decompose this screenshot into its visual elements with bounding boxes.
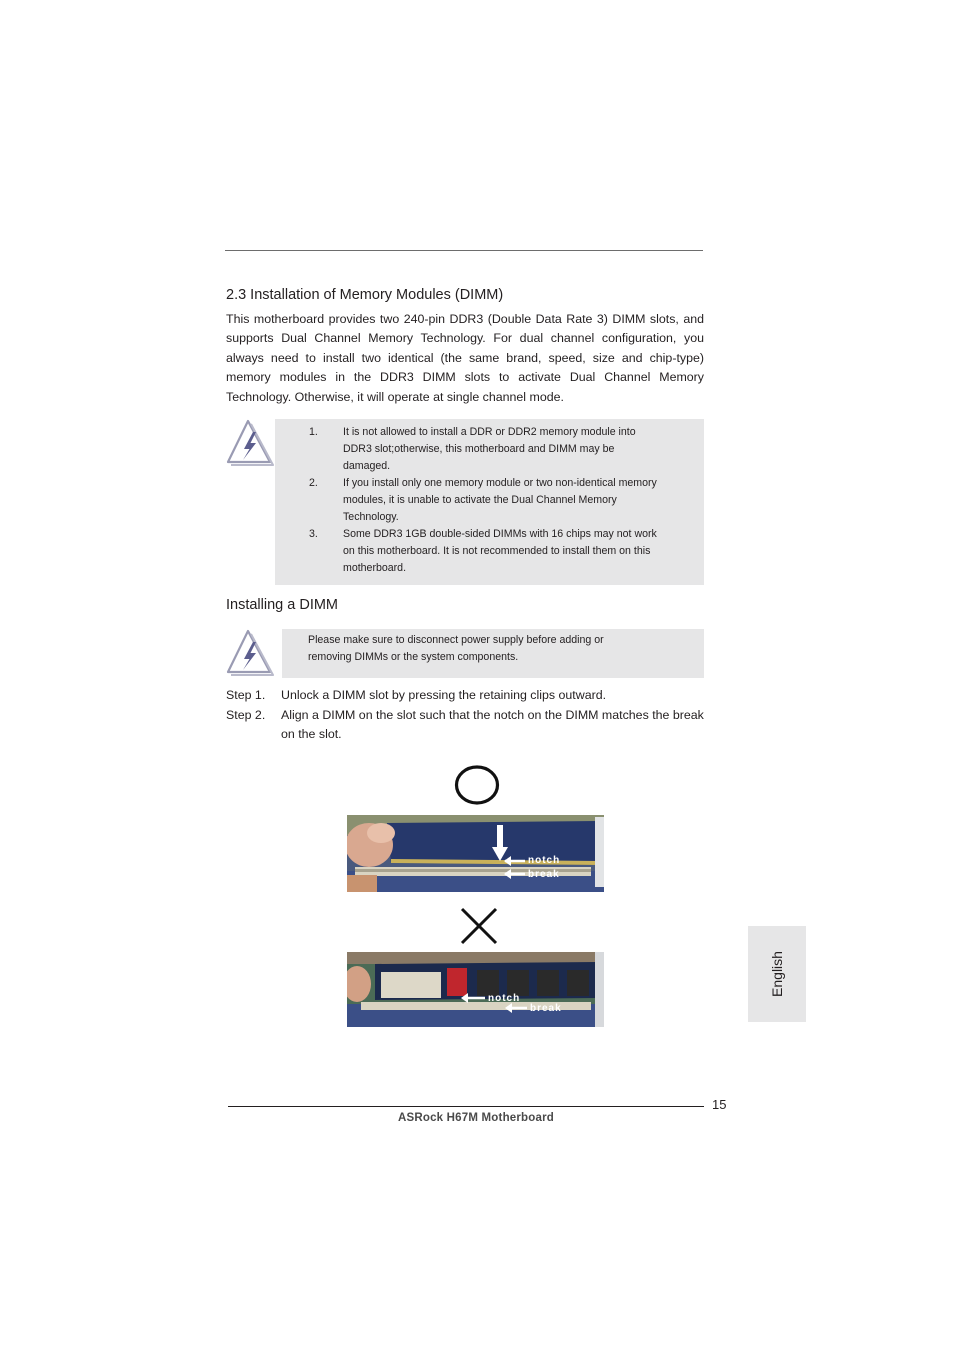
notes-box — [275, 419, 704, 585]
warning-icon — [224, 628, 276, 678]
dimm-correct-photo — [347, 815, 604, 892]
note-item: 3. Some DDR3 1GB double-sided DIMMs with 16 chips may not work on this motherboard. It is not recommended to install them on this motherboard. — [309, 528, 657, 574]
language-side-tab — [748, 926, 806, 1022]
footer-product: ASRock H67M Motherboard — [397, 1112, 555, 1124]
steps — [226, 686, 706, 745]
notch-label: notch — [488, 993, 521, 1004]
step-2: Step 2. Align a DIMM on the slot such that the notch on the DIMM matches the break on the slot. — [226, 707, 704, 741]
power-note-text: Please make sure to disconnect power supply before adding or removing DIMMs or the system components. — [308, 634, 604, 663]
installing-heading: Installing a DIMM — [226, 597, 339, 613]
warning-icon — [224, 418, 276, 468]
note-item: 2. If you install only one memory module or two non-identical memory modules, it is unable to activate the Dual Channel Memory Technology. — [309, 477, 657, 523]
notes-list — [309, 424, 659, 577]
break-label: break — [528, 869, 560, 880]
break-label: break — [530, 1003, 562, 1014]
step-1: Step 1. Unlock a DIMM slot by pressing the retaining clips outward. — [226, 688, 607, 702]
dimm-wrong-photo — [347, 952, 604, 1027]
intro-paragraph: This motherboard provides two 240-pin DDR3 (Double Data Rate 3) DIMM slots, and supports Dual Channel Memory Technology. For dual channel configuration, you always need to install two identical (the same brand, speed, size and chip-type) memory modules in the DDR3 DIMM slots to activate Dual Channel Memory Technology. Otherwise, it will operate at single channel mode. — [226, 312, 704, 404]
x-wrong-icon — [459, 906, 499, 946]
footer-rule — [228, 1106, 704, 1107]
note-item: 1. It is not allowed to install a DDR or DDR2 memory module into DDR3 slot;otherwise, this motherboard and DIMM may be damaged. — [309, 426, 636, 472]
section-heading: 2.3 Installation of Memory Modules (DIMM) — [226, 287, 504, 303]
header-rule — [225, 250, 703, 251]
language-label: English — [769, 951, 785, 997]
power-note-box — [282, 629, 704, 678]
page-number: 15 — [712, 1097, 727, 1112]
circle-correct-icon — [453, 764, 501, 806]
notch-label: notch — [528, 855, 561, 866]
